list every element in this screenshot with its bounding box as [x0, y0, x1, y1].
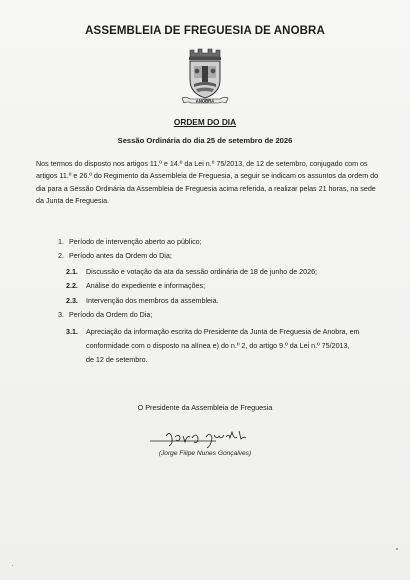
item-text: Período de intervenção aberto ao público; — [69, 238, 202, 246]
signatory-title: O Presidente da Assembleia de Freguesia — [137, 403, 273, 412]
item-number: 3. — [58, 311, 64, 319]
session-subtitle: Sessão Ordinária do dia 25 de setembro de 2026 — [117, 136, 293, 145]
item-number: 3.1. — [66, 328, 78, 336]
scan-speck — [396, 548, 398, 550]
document-title: ORDEM DO DIA — [173, 117, 237, 127]
item-number: 2. — [58, 252, 64, 260]
item-text-line: conformidade com o disposto na alínea e) do n.º 2, do artigo 9.º da Lei n.º 75/2013, — [86, 342, 350, 350]
list-item — [66, 327, 392, 371]
assembly-title: ASSEMBLEIA DE FREGUESIA DE ANOBRA — [85, 25, 325, 37]
item-number: 2.2. — [66, 282, 78, 290]
item-number: 2.3. — [66, 297, 78, 305]
item-text: Análise do expediente e informações; — [86, 282, 206, 290]
intro-paragraph: Nos termos do disposto nos artigos 11.º e 14.º da Lei n.º 75/2013, de 12 de setembro, conjugado com os artigos 11.º e 26.º do Regimento da Assembleia de Freguesia, a seguir se indicam os assuntos da ordem do dia para a Sessão Ordinária da Assembleia de Freguesia acima referida, a realizar pelas 21 horas, na sede da Junta de Freguesia. — [36, 160, 379, 206]
item-text-line: Apreciação da informação escrita do Presidente da Junta de Freguesia de Anobra, em — [86, 328, 360, 336]
crest-ribbon-label: ANOBRA — [195, 98, 215, 104]
scan-speck — [12, 565, 13, 566]
item-number: 1. — [58, 238, 64, 246]
item-text: Período antes da Ordem do Dia; — [69, 252, 172, 260]
item-text: Intervenção dos membros da assembleia. — [86, 297, 219, 305]
item-text: Discussão e votação da ata da sessão ordinária de 18 de junho de 2026; — [86, 268, 318, 276]
item-text-line: de 12 de setembro. — [86, 356, 148, 364]
item-text: Período da Ordem do Dia; — [69, 311, 153, 319]
signatory-name: (Jorge Filipe Nunes Gonçalves) — [158, 450, 252, 457]
item-number: 2.1. — [66, 268, 78, 276]
